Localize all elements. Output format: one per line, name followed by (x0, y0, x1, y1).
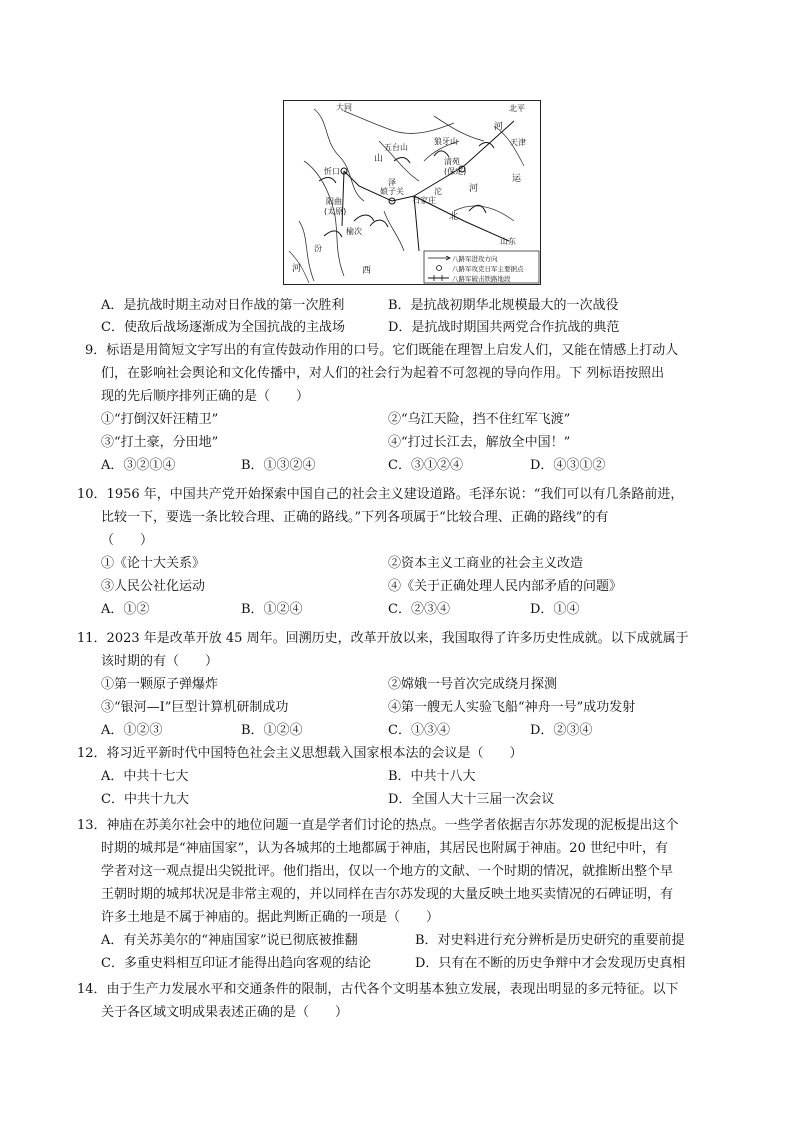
q10-item-3: ③人民公社化运动 (101, 579, 206, 594)
place-wutaishan: 五台山 (384, 143, 408, 152)
q9-stem-line3: 现的先后顺序排列正确的是（ ） (101, 389, 310, 404)
q8-option-a: A．是抗战时期主动对日作战的第一次胜利 (101, 298, 345, 313)
q10-item-1: ①《论十大关系》 (101, 556, 206, 571)
q12-option-c: C．中共十九大 (101, 792, 189, 807)
place-langyashan: 狼牙山 (434, 137, 458, 146)
region-bei: 北 (449, 212, 459, 222)
q11-item-3: ③“银河—I”巨型计算机研制成功 (101, 700, 289, 715)
region-shan: 山 (374, 154, 384, 164)
q9-option-a: A．③②①④ (101, 458, 176, 473)
place-tianjin: 天津 (510, 138, 526, 147)
q14-stem-line1: 14．由于生产力发展水平和交通条件的限制，古代各个文明基本独立发展，表现出明显的多元特征。以下 (77, 982, 679, 997)
region-yun: 运 (512, 174, 522, 184)
q9-stem-line2: 们，在影响社会舆论和文化传播中，对人们的社会行为起着不可忽视的导向作用。下 列标语按照出 (101, 366, 665, 381)
q14-stem-line2: 关于各区域文明成果表述正确的是（ ） (101, 1005, 349, 1020)
place-xinkou: 忻口 (324, 167, 340, 176)
q8-option-c: C．使敌后战场逐渐成为全国抗战的主战场 (101, 320, 345, 335)
battle-map (283, 100, 541, 285)
place-yangqu: 阳曲 (326, 197, 342, 206)
q13-stem-line3: 学者对这一观点提出尖锐批评。他们指出，仅以一个地方的文献、一个时期的情况，就推断出整个早 (101, 864, 674, 879)
place-niangziguan: 娘子关 (380, 187, 404, 196)
q11-item-2: ②嫦娥一号首次完成绕月探测 (388, 677, 558, 692)
q9-item-1: ①“打倒汉奸汪精卫” (101, 412, 219, 427)
q12-option-b: B．中共十八大 (388, 769, 476, 784)
q10-stem-line3: （ ） (101, 533, 154, 548)
place-datong: 大同 (336, 103, 352, 112)
q12-option-d: D．全国人大十三届一次会议 (388, 792, 555, 807)
railways (342, 121, 514, 251)
q11-item-1: ①第一颗原子弹爆炸 (101, 677, 219, 692)
map-svg (284, 101, 540, 284)
q9-item-2: ②“乌江天险，挡不住红军飞渡” (388, 412, 571, 427)
map-legend (424, 251, 539, 283)
place-shijiazhuang: 石家庄 (412, 196, 436, 205)
q10-stem-line1: 10．1956 年，中国共产党开始探索中国自己的社会主义建设道路。毛泽东说：“我们可以有几条路前进， (77, 487, 684, 502)
q13-option-c: C．多重史料相互印证才能得出趋向客观的结论 (101, 956, 371, 971)
q12-option-a: A．中共十七大 (101, 769, 189, 784)
q13-option-d: D．只有在不断的历史争辩中才会发现历史真相 (415, 956, 686, 971)
region-he1: 河 (292, 264, 302, 274)
q9-option-c: C．③①②④ (388, 458, 463, 473)
region-he3: 河 (469, 184, 479, 194)
q11-option-d: D．②③④ (530, 723, 593, 738)
q10-option-a: A．①② (101, 602, 150, 617)
q13-stem-line5: 许多土地是不属于神庙的。据此判断正确的一项是（ ） (101, 910, 440, 925)
q11-item-4: ④第一艘无人实验飞船“神舟一号”成功发射 (388, 700, 636, 715)
legend-item-attack: 八路军进攻方向 (452, 255, 498, 263)
legend-item-stronghold: 八路军攻克日军主要据点 (452, 265, 524, 273)
region-fen: 汾 (314, 244, 322, 253)
q9-item-4: ④“打过长江去，解放全中国！” (388, 435, 571, 450)
region-he2: 河 (494, 122, 504, 132)
q10-stem-line2: 比较一下，要选一条比较合理、正确的路线。”下列各项属于“比较合理、正确的路线”的有 (101, 510, 609, 525)
q10-item-2: ②资本主义工商业的社会主义改造 (388, 556, 584, 571)
q9-item-3: ③“打土豪，分田地” (101, 435, 219, 450)
place-qingyuan: 清苑 (444, 157, 460, 166)
q11-option-b: B．①②④ (241, 723, 303, 738)
q11-stem-line2: 该时期的有（ ） (101, 654, 219, 669)
q11-option-c: C．①③④ (388, 723, 450, 738)
q11-option-a: A．①②③ (101, 723, 163, 738)
q13-stem-line4: 王朝时期的城邦状况是非常主观的，并以同样在吉尔苏发现的大量反映土地买卖情况的石碑证明，有 (101, 887, 674, 902)
q9-stem-line1: 9．标语是用简短文字写出的有宣传鼓动作用的口号。它们既能在理智上启发人们，又能在情感上打动人 (85, 343, 679, 358)
region-hu: 沱 (434, 187, 442, 196)
q10-item-4: ④《关于正确处理人民内部矛盾的问题》 (388, 579, 623, 594)
q9-option-b: B．①③②④ (241, 458, 316, 473)
q10-option-c: C．②③④ (388, 602, 450, 617)
region-zhe: 泽 (388, 178, 396, 187)
q13-stem-line1: 13．神庙在苏美尔社会中的地位问题一直是学者们讨论的热点。一些学者依据吉尔苏发现的泥板提出这个 (77, 818, 679, 833)
q8-option-d: D．是抗战时期国共两党合作抗战的典范 (388, 320, 620, 335)
q12-stem-line1: 12．将习近平新时代中国特色社会主义思想载入国家根本法的会议是（ ） (77, 746, 523, 761)
place-taiyuan: (太原) (324, 207, 347, 216)
place-shandong: 山东 (500, 237, 516, 246)
place-beiping: 北平 (509, 104, 525, 113)
legend-item-railway: 八路军破击铁路地段 (452, 275, 511, 283)
region-xi: 西 (362, 266, 372, 276)
q10-option-d: D．①④ (530, 602, 580, 617)
q13-option-b: B．对史料进行充分辨析是历史研究的重要前提 (415, 933, 685, 948)
place-baoding: (保定) (444, 167, 467, 176)
q11-stem-line1: 11．2023 年是改革开放 45 周年。回溯历史，改革开放以来，我国取得了许多历史性成就。以下成就属于 (77, 631, 689, 646)
place-yuci: 榆次 (346, 227, 362, 236)
q13-stem-line2: 时期的城邦是“神庙国家”，认为各城邦的土地都属于神庙，其居民也附属于神庙。20 世纪中叶，有 (101, 841, 668, 856)
q13-option-a: A．有关苏美尔的“神庙国家”说已彻底被推翻 (101, 933, 358, 948)
q9-option-d: D．④③①② (530, 458, 606, 473)
q10-option-b: B．①②④ (241, 602, 303, 617)
q8-option-b: B．是抗战初期华北规模最大的一次战役 (388, 298, 619, 313)
